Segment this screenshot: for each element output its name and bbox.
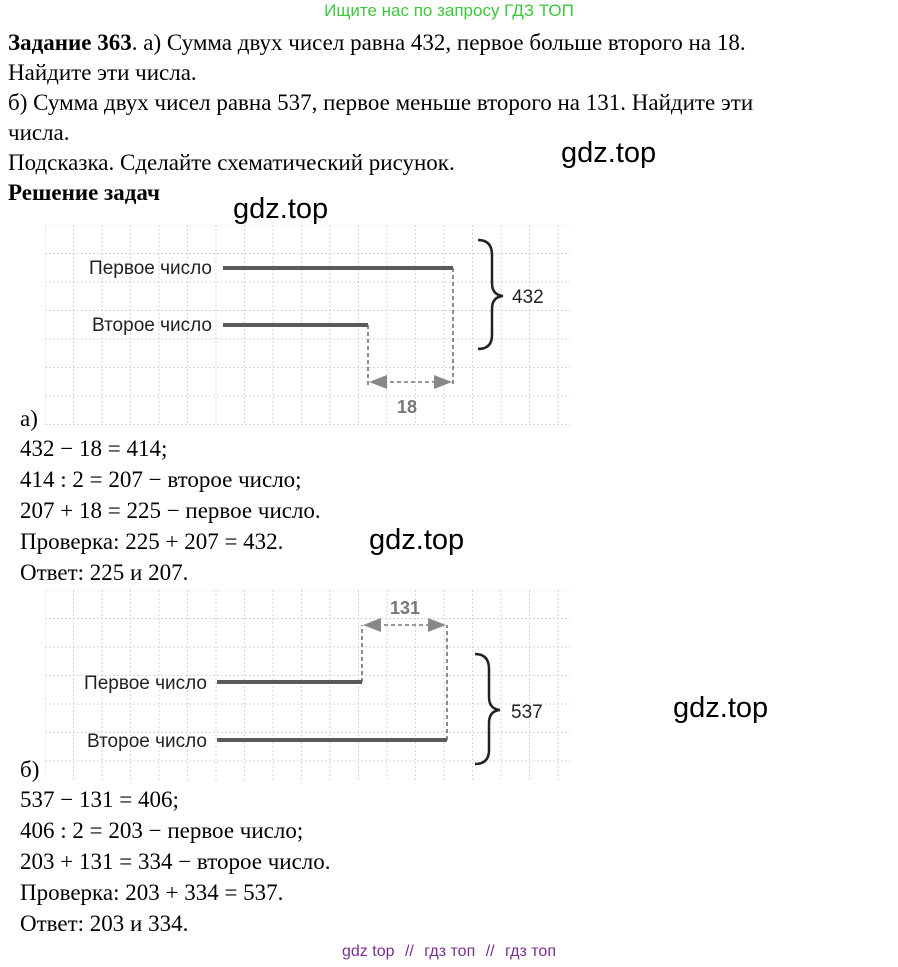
solution-line: Ответ: 203 и 334. bbox=[20, 911, 189, 936]
solution-line: 203 + 131 = 334 − второе число. bbox=[20, 849, 331, 874]
top-banner[interactable]: Ищите нас по запросу ГДЗ ТОП bbox=[324, 1, 574, 20]
solution-b-letter: б) bbox=[20, 757, 40, 782]
solution-line: Проверка: 225 + 207 = 432. bbox=[20, 529, 284, 554]
task-line2: Найдите эти числа. bbox=[8, 60, 197, 85]
solution-line: Ответ: 225 и 207. bbox=[20, 560, 189, 585]
sum-label: 537 bbox=[511, 702, 543, 723]
footer-separator: // bbox=[404, 943, 414, 960]
second-number-label: Второе число bbox=[87, 731, 207, 752]
solution-b bbox=[20, 784, 331, 939]
watermark: gdz.top bbox=[561, 137, 657, 169]
solution-line: 432 − 18 = 414; bbox=[20, 436, 168, 461]
difference-label: 18 bbox=[396, 397, 418, 417]
first-number-label: Первое число bbox=[89, 258, 212, 279]
diagram-b bbox=[45, 590, 570, 780]
solution-heading: Решение задач bbox=[8, 180, 160, 205]
watermark: gdz.top bbox=[673, 692, 769, 724]
arrowhead-left bbox=[363, 618, 381, 632]
solution-line: 406 : 2 = 203 − первое число; bbox=[20, 818, 304, 843]
task-text bbox=[8, 28, 888, 208]
solution-line: 207 + 18 = 225 − первое число. bbox=[20, 498, 321, 523]
second-number-label: Второе число bbox=[92, 315, 212, 336]
arrowhead-left bbox=[369, 375, 387, 389]
task-hint: Подсказка. Сделайте схематический рисунок. bbox=[8, 150, 455, 175]
task-line1: . а) Сумма двух чисел равна 432, первое больше второго на 18. bbox=[131, 30, 746, 55]
solution-line: 537 − 131 = 406; bbox=[20, 787, 179, 812]
solution-a-letter: а) bbox=[20, 406, 38, 431]
solution-a bbox=[20, 433, 321, 588]
sum-brace bbox=[475, 654, 500, 764]
footer-separator: // bbox=[485, 943, 495, 960]
first-number-label: Первое число bbox=[84, 673, 207, 694]
sum-brace bbox=[478, 240, 503, 349]
task-line3: б) Сумма двух чисел равна 537, первое меньше второго на 131. Найдите эти bbox=[8, 90, 754, 115]
footer-link[interactable]: гдз топ bbox=[505, 943, 556, 960]
task-title: Задание 363 bbox=[8, 30, 132, 55]
arrowhead-right bbox=[434, 375, 452, 389]
solution-line: 414 : 2 = 207 − второе число; bbox=[20, 467, 302, 492]
watermark: gdz.top bbox=[233, 193, 329, 225]
footer-link[interactable]: gdz top bbox=[342, 943, 395, 960]
solution-line: Проверка: 203 + 334 = 537. bbox=[20, 880, 284, 905]
sum-label: 432 bbox=[512, 287, 544, 308]
watermark: gdz.top bbox=[369, 524, 465, 556]
diagram-a bbox=[45, 225, 570, 425]
arrowhead-right bbox=[428, 618, 446, 632]
footer-link[interactable]: гдз топ bbox=[424, 943, 476, 960]
difference-label: 131 bbox=[389, 598, 421, 618]
task-line4: числа. bbox=[8, 120, 70, 145]
footer-links bbox=[0, 941, 898, 963]
